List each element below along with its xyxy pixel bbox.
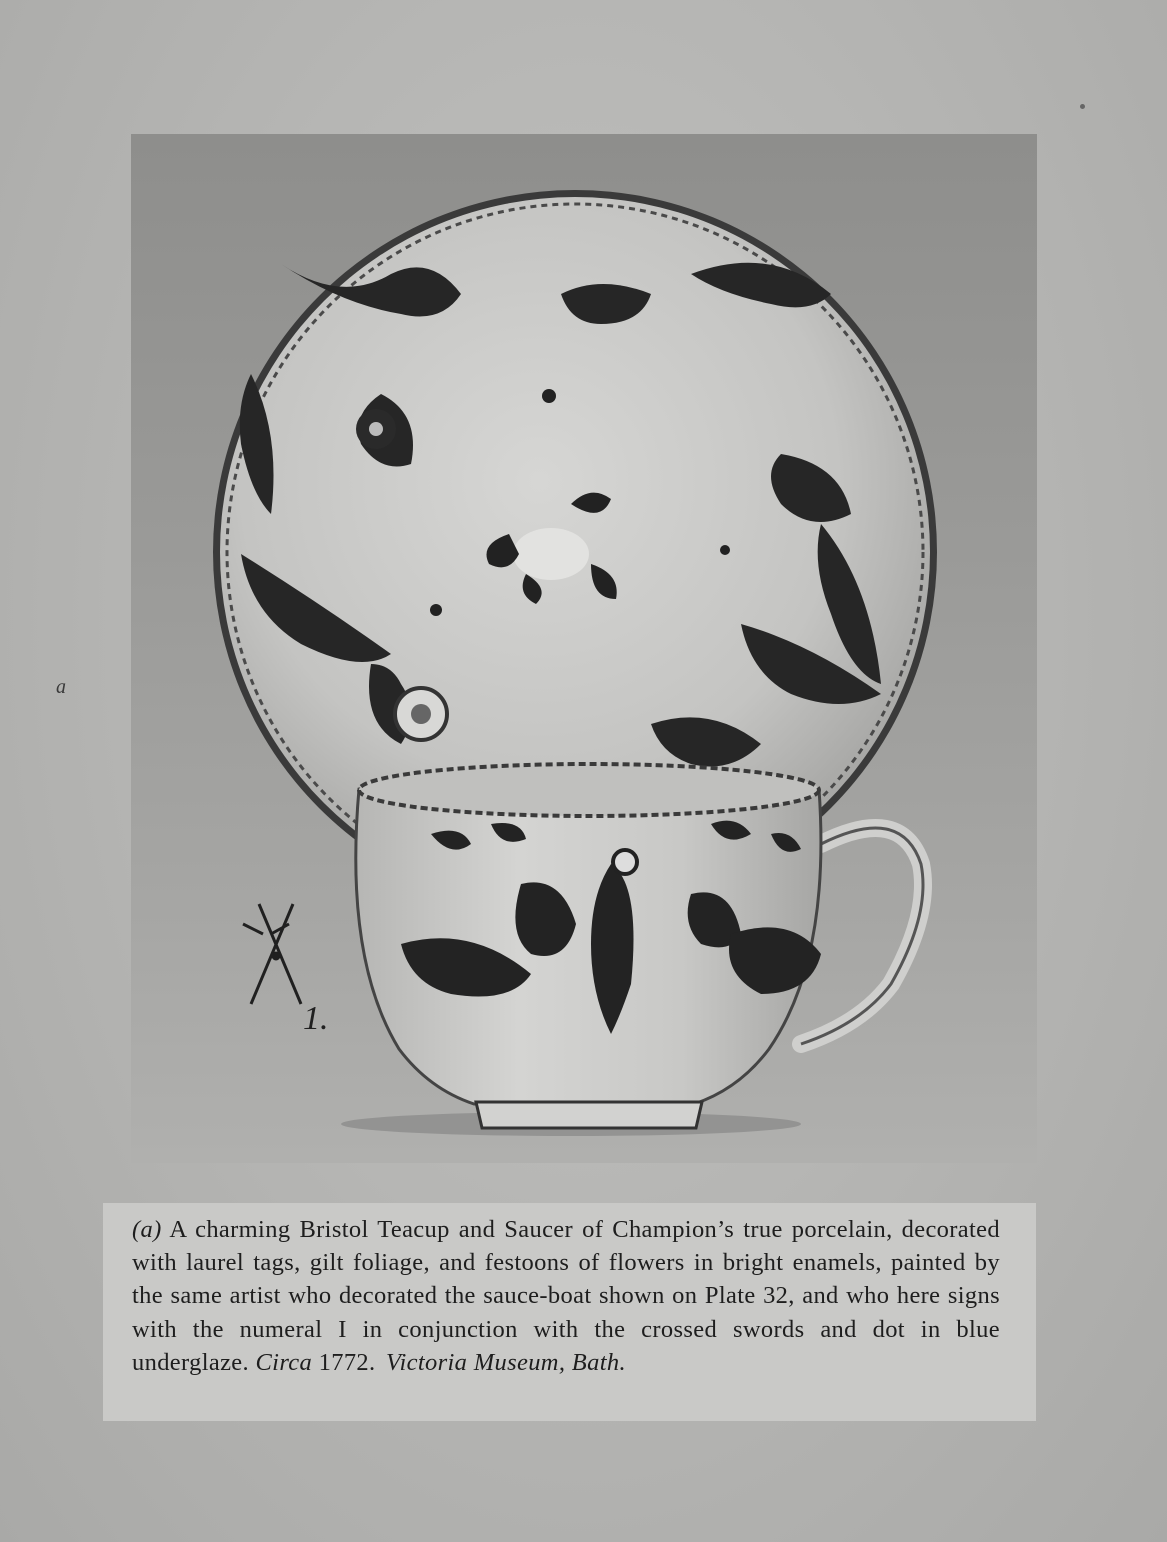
caption-location: Victoria Museum, Bath. bbox=[385, 1348, 626, 1376]
crossed-swords-mark bbox=[243, 904, 301, 1004]
caption-label: (a) bbox=[132, 1216, 162, 1243]
paper-speck bbox=[1080, 104, 1085, 109]
teacup bbox=[356, 764, 923, 1128]
caption bbox=[132, 1213, 1000, 1379]
caption-text: A charming Bristol Teacup and Saucer of Champion’s true porcelain, decorated with laurel tags, gilt foliage, and festoons of flowers in bright enamels, painted by the same artist who decorated the sauce-boat shown on Plate 32, and who here signs with the numeral I in conjunction with the crossed swords and dot in blue underglaze. bbox=[132, 1216, 1000, 1376]
margin-mark: a bbox=[56, 676, 66, 698]
teacup-saucer-photo bbox=[131, 134, 1037, 1163]
caption-date: 1772. bbox=[318, 1348, 376, 1376]
photo-plate bbox=[131, 134, 1037, 1163]
caption-box bbox=[103, 1203, 1036, 1421]
mark-numeral: 1. bbox=[303, 1000, 329, 1037]
caption-date-prefix: Circa bbox=[255, 1348, 313, 1376]
